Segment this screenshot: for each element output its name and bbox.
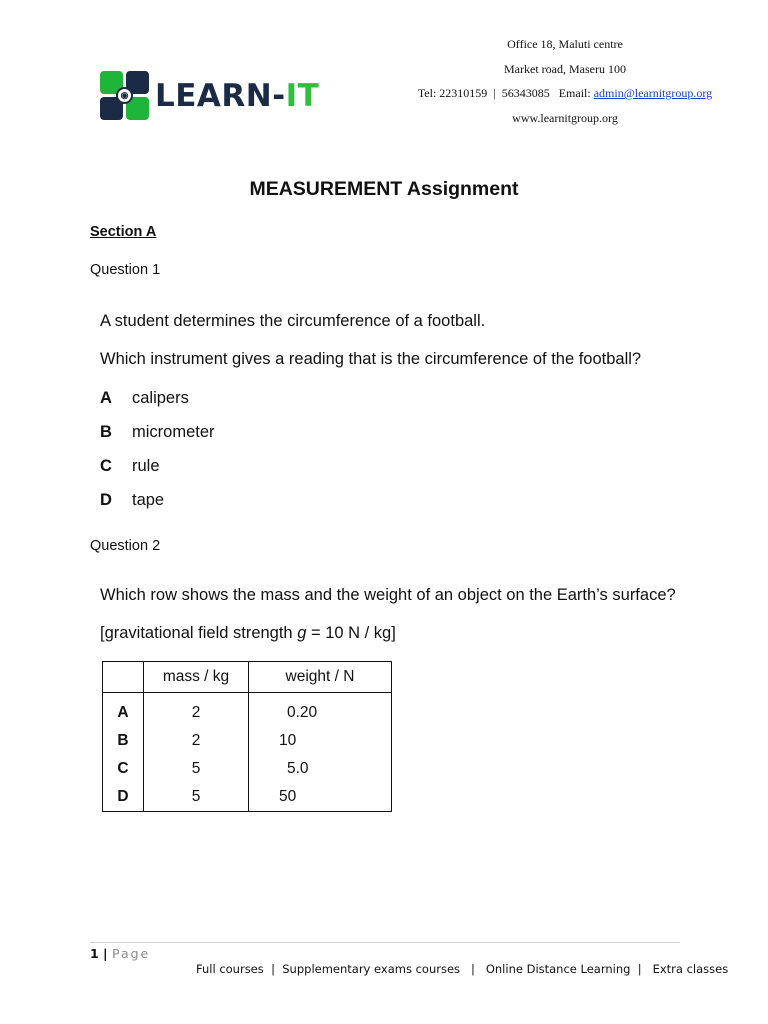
section-heading: Section A <box>90 224 157 240</box>
footer-courses: Full courses | Supplementary exams courses | Online Distance Learning | Extra classes <box>196 962 729 976</box>
question1-text2: Which instrument gives a reading that is the circumference of the football? <box>100 350 642 368</box>
option-text: rule <box>132 457 160 475</box>
row-letter: B <box>103 727 144 755</box>
logo-center-icon: ◉ <box>116 87 133 104</box>
table-header-cell: mass / kg <box>144 662 249 693</box>
page-word: Page <box>111 946 151 961</box>
footer-divider <box>90 942 680 943</box>
brand-prefix: LEARN- <box>155 78 286 114</box>
row-letter: A <box>103 693 144 728</box>
tel-email-line <box>395 85 735 110</box>
table-row <box>103 783 392 812</box>
contact-block <box>395 36 735 134</box>
row-mass: 2 <box>144 727 249 755</box>
row-mass: 5 <box>144 755 249 783</box>
address-line1: Office 18, Maluti centre <box>507 37 623 51</box>
page-number-separator: | <box>98 946 112 961</box>
mass-weight-table <box>102 661 392 812</box>
question1-text1: A student determines the circumference of a football. <box>100 312 486 330</box>
logo-mark <box>100 71 149 120</box>
question2-text2 <box>100 624 396 643</box>
website-text: www.learnitgroup.org <box>512 110 618 125</box>
option-letter: D <box>100 491 112 509</box>
row-weight: 5.0 <box>287 760 309 777</box>
row-letter: D <box>103 783 144 812</box>
row-weight: 50 <box>279 788 297 805</box>
question2-text2-var: g <box>297 624 307 642</box>
brand-suffix: IT <box>285 78 320 114</box>
question2-text1: Which row shows the mass and the weight of an object on the Earth’s surface? <box>100 586 676 604</box>
table-row <box>103 727 392 755</box>
question1-label: Question 1 <box>90 262 161 278</box>
email-link[interactable]: admin@learnitgroup.org <box>593 86 713 100</box>
table-row <box>103 755 392 783</box>
option-text: tape <box>132 491 165 509</box>
row-mass: 2 <box>144 693 249 728</box>
option-letter: B <box>100 423 112 441</box>
brand-name <box>155 77 319 115</box>
page-number <box>90 946 150 961</box>
option-text: calipers <box>132 389 189 407</box>
table-header-cell: weight / N <box>249 662 392 693</box>
option-letter: A <box>100 389 112 407</box>
option-text: micrometer <box>132 423 215 441</box>
row-weight: 0.20 <box>287 704 318 721</box>
row-weight: 10 <box>279 732 297 749</box>
question2-label: Question 2 <box>90 538 161 554</box>
table-row <box>103 693 392 728</box>
address-line2: Market road, Maseru 100 <box>504 61 626 76</box>
tel-text: Tel: 22310159 | 56343085 Email: <box>417 86 594 100</box>
question2-text2-post: = 10 N / kg] <box>306 624 396 642</box>
table-header-row <box>103 662 392 693</box>
page-number-value: 1 <box>90 946 99 961</box>
table-header-cell <box>103 662 144 693</box>
row-mass: 5 <box>144 783 249 812</box>
row-letter: C <box>103 755 144 783</box>
document-title: MEASUREMENT Assignment <box>249 178 519 200</box>
option-letter: C <box>100 457 112 475</box>
question2-text2-pre: [gravitational field strength <box>100 624 298 642</box>
